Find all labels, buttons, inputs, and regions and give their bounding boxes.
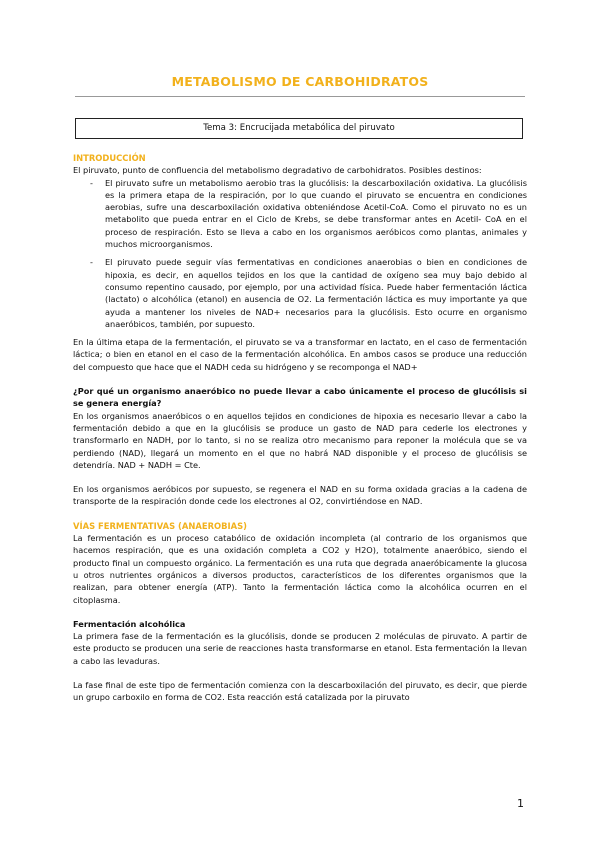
bullet-text: El piruvato puede seguir vías fermentativas en condiciones anaerobias o bien en condiciones de hipoxia, es decir, en aquellos tejidos en los que la cantidad de oxígeno sea muy bajo debido al consumo repentino causado, por ejemplo, por una actividad física. Puede haber fermentación láctica (lactato) o alcohólica (etanol) en ausencia de O2. La fermentación láctica es muy importante ya que ayuda a mantener los niveles de NAD+ necesarios para la glucólisis. Esto ocurre en organismo anaeróbicos, también, por supuesto. [105,257,527,329]
bullet-dash: - [90,257,93,268]
document-body [73,152,527,704]
bullet-text: El piruvato sufre un metabolismo aerobio tras la glucólisis: la descarboxilación oxidativa. La glucólisis es la primera etapa de la respiración, por lo que cuando el piruvato se encuentra en condiciones aerobias, sufre una descarboxilación oxidativa obteniéndose Acetil-CoA. Como el piruvato no es un metabolito que pueda entrar en el Ciclo de Krebs, se debe transformar antes en Acetil- CoA en el proceso de respiración. Esto se lleva a cabo en los organismos aeróbicos como plantas, animales y muchos microorganismos. [105,177,527,250]
list-item [90,177,527,251]
topic-box: Tema 3: Encrucijada metabólica del piruvato [75,118,523,139]
title-divider [75,96,525,97]
alcoholica-paragraph-1: La primera fase de la fermentación es la glucólisis, donde se producen 2 moléculas de piruvato. A partir de este producto se producen una serie de reacciones hasta transformarse en etanol. Esta fermentación la llevan a cabo las levaduras. [73,631,527,666]
list-item [90,256,527,330]
question-paragraph-1: En los organismos anaeróbicos o en aquellos tejidos en condiciones de hipoxia es necesario llevar a cabo la fermentación debido a que en la glucólisis se produce un gasto de NAD para cederle los electrones y transformarlo en NADH, por lo tanto, si no se realiza otro mecanismo para reponer la molécula que se va perdiendo (NAD), llegará un momento en el que no habrá NAD disponible y el proceso de glucólisis se detendría. NAD + NADH = Cte. [73,410,527,470]
question-paragraph-2: En los organismos aeróbicos por supuesto, se regenera el NAD en su forma oxidada gracias a la cadena de transporte de la respiración donde cede los electrones al O2, convirtiéndose en NAD. [73,484,527,507]
question-heading: ¿Por qué un organismo anaeróbico no puede llevar a cabo únicamente el proceso de glucólisis si se genera energía? [73,386,527,409]
vias-paragraph: La fermentación es un proceso catabólico de oxidación incompleta (al contrario de los organismos que hacemos respiración, que es una oxidación completa a CO2 y H2O), totalmente anaeróbico, siendo el producto final un compuesto orgánico. La fermentación es una ruta que degrada anaeróbicamente la glucosa u otros nutrientes orgánicos a diversos productos, característicos de los diferentes organismos que la realizan, para obtener energía (ATP). Tanto la fermentación láctica como la alcohólica ocurren en el citoplasma. [73,533,527,605]
intro-lead: El piruvato, punto de confluencia del metabolismo degradativo de carbohidratos. Posibles destinos: [73,165,482,176]
document-title: METABOLISMO DE CARBOHIDRATOS [171,74,429,89]
subsection-heading-alcoholica: Fermentación alcohólica [73,618,186,629]
alcoholica-paragraph-2: La fase final de este tipo de fermentación comienza con la descarboxilación del piruvato, es decir, que pierde un grupo carboxilo en forma de CO2. Esta reacción está catalizada por la piruvato [73,679,527,703]
bullet-continuation: En la última etapa de la fermentación, el piruvato se va a transformar en lactato, en el caso de fermentación láctica; o bien en etanol en el caso de la fermentación alcohólica. En ambos casos se produce una reducción del compuesto que hace que el NADH ceda su hidrógeno y se recomponga el NAD+ [73,337,527,372]
section-heading-vias: VÍAS FERMENTATIVAS (ANAEROBIAS) [73,520,247,531]
page-number: 1 [517,797,524,810]
bullet-dash: - [90,177,93,188]
section-heading-introduccion: INTRODUCCIÓN [73,153,146,163]
